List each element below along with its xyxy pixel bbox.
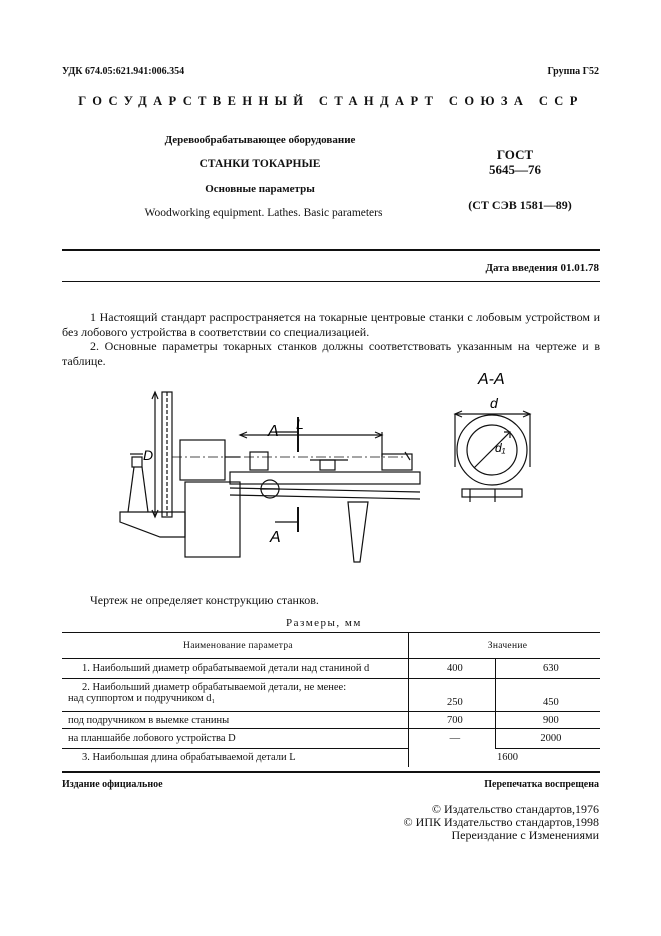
reprint-note: Перепечатка воспрещена <box>484 779 599 790</box>
drawing-caption: Чертеж не определяет конструкцию станков. <box>90 593 319 607</box>
table-row <box>62 712 600 729</box>
english-title: Woodworking equipment. Lathes. Basic parameters <box>144 207 383 219</box>
row-name: на планшайбе лобового устройства D <box>62 729 409 749</box>
base-plate <box>120 512 185 537</box>
lathe-drawing <box>110 362 550 587</box>
faceplate-diameter-label: D <box>143 447 154 463</box>
header-divider <box>62 249 600 251</box>
paragraph-1: 1 Настоящий стандарт распространяется на токарные центровые станки с лобовым устройством и без лобового устройства в соответствии со специализацией. <box>62 310 600 339</box>
row-value-2: 630 <box>495 659 600 679</box>
row-name: под подручником в выемке станины <box>62 712 409 729</box>
table-row <box>62 749 600 767</box>
row-value-2: 450 <box>495 679 600 712</box>
table-row <box>62 729 600 749</box>
edition-note: Издание официальное <box>62 779 163 790</box>
bed-leg <box>348 502 368 562</box>
row-value-1: — <box>409 729 496 749</box>
row-value: 1600 <box>409 749 601 767</box>
length-label: L <box>296 416 304 432</box>
paragraph-2: 2. Основные параметры токарных станков должны соответствовать указанным на чертеже и в таблице. <box>62 339 600 368</box>
document-subtitle: Основные параметры <box>205 183 315 195</box>
row-name-line1: 2. Наибольший диаметр обрабатываемой детали, не менее: <box>82 682 347 693</box>
row-value-2: 900 <box>495 712 600 729</box>
table-row <box>62 679 600 712</box>
table-row <box>62 659 600 679</box>
header-parameter-name: Наименование параметра <box>183 640 293 651</box>
date-divider <box>62 281 600 282</box>
section-mark-top: А <box>268 423 279 440</box>
table-caption: Размеры, мм <box>286 617 362 629</box>
row-value-1: 700 <box>409 712 496 729</box>
reissue-note: Переиздание с Изменениями <box>451 828 599 842</box>
copyright-1976: © Издательство стандартов,1976 <box>431 802 599 816</box>
introduction-date: Дата введения 01.01.78 <box>485 262 599 274</box>
parameters-table <box>62 632 600 767</box>
section-label: А-А <box>478 371 505 388</box>
table-header-row <box>62 633 600 659</box>
diameter-label: d <box>490 395 498 411</box>
state-standard-banner: ГОСУДАРСТВЕННЫЙ СТАНДАРТ СОЮЗА ССР <box>78 94 584 108</box>
row-value-1: 400 <box>409 659 496 679</box>
row-value-1: 250 <box>409 679 496 712</box>
section-mark-bottom: А <box>270 529 281 546</box>
row-value-2: 2000 <box>495 729 600 749</box>
group-code: Группа Г52 <box>547 66 599 77</box>
footer-divider <box>62 771 600 773</box>
headstock-base <box>185 482 240 557</box>
gost-designation <box>470 147 560 177</box>
sev-reference: (СТ СЭВ 1581—89) <box>468 198 572 212</box>
header-value: Значение <box>409 633 601 659</box>
row-name: 1. Наибольший диаметр обрабатываемой детали над станиной d <box>62 659 409 679</box>
row-name-line2: над суппортом и подручником d₁ <box>68 693 216 704</box>
document-title: СТАНКИ ТОКАРНЫЕ <box>199 158 321 170</box>
gost-label: ГОСТ <box>496 147 534 162</box>
copyright-1998: © ИПК Издательство стандартов,1998 <box>403 815 599 829</box>
headstock <box>180 440 225 480</box>
row-name <box>62 679 409 712</box>
section-base <box>462 489 522 497</box>
diameter-d1-label: d₁ <box>495 441 506 455</box>
udk-code: УДК 674.05:621.941:006.354 <box>62 66 185 77</box>
equipment-category: Деревообрабатывающее оборудование <box>164 134 356 146</box>
row-name: 3. Наибольшая длина обрабатываемой детали L <box>82 752 296 764</box>
lathe-bed <box>230 472 420 484</box>
gost-number: 5645—76 <box>489 162 541 177</box>
